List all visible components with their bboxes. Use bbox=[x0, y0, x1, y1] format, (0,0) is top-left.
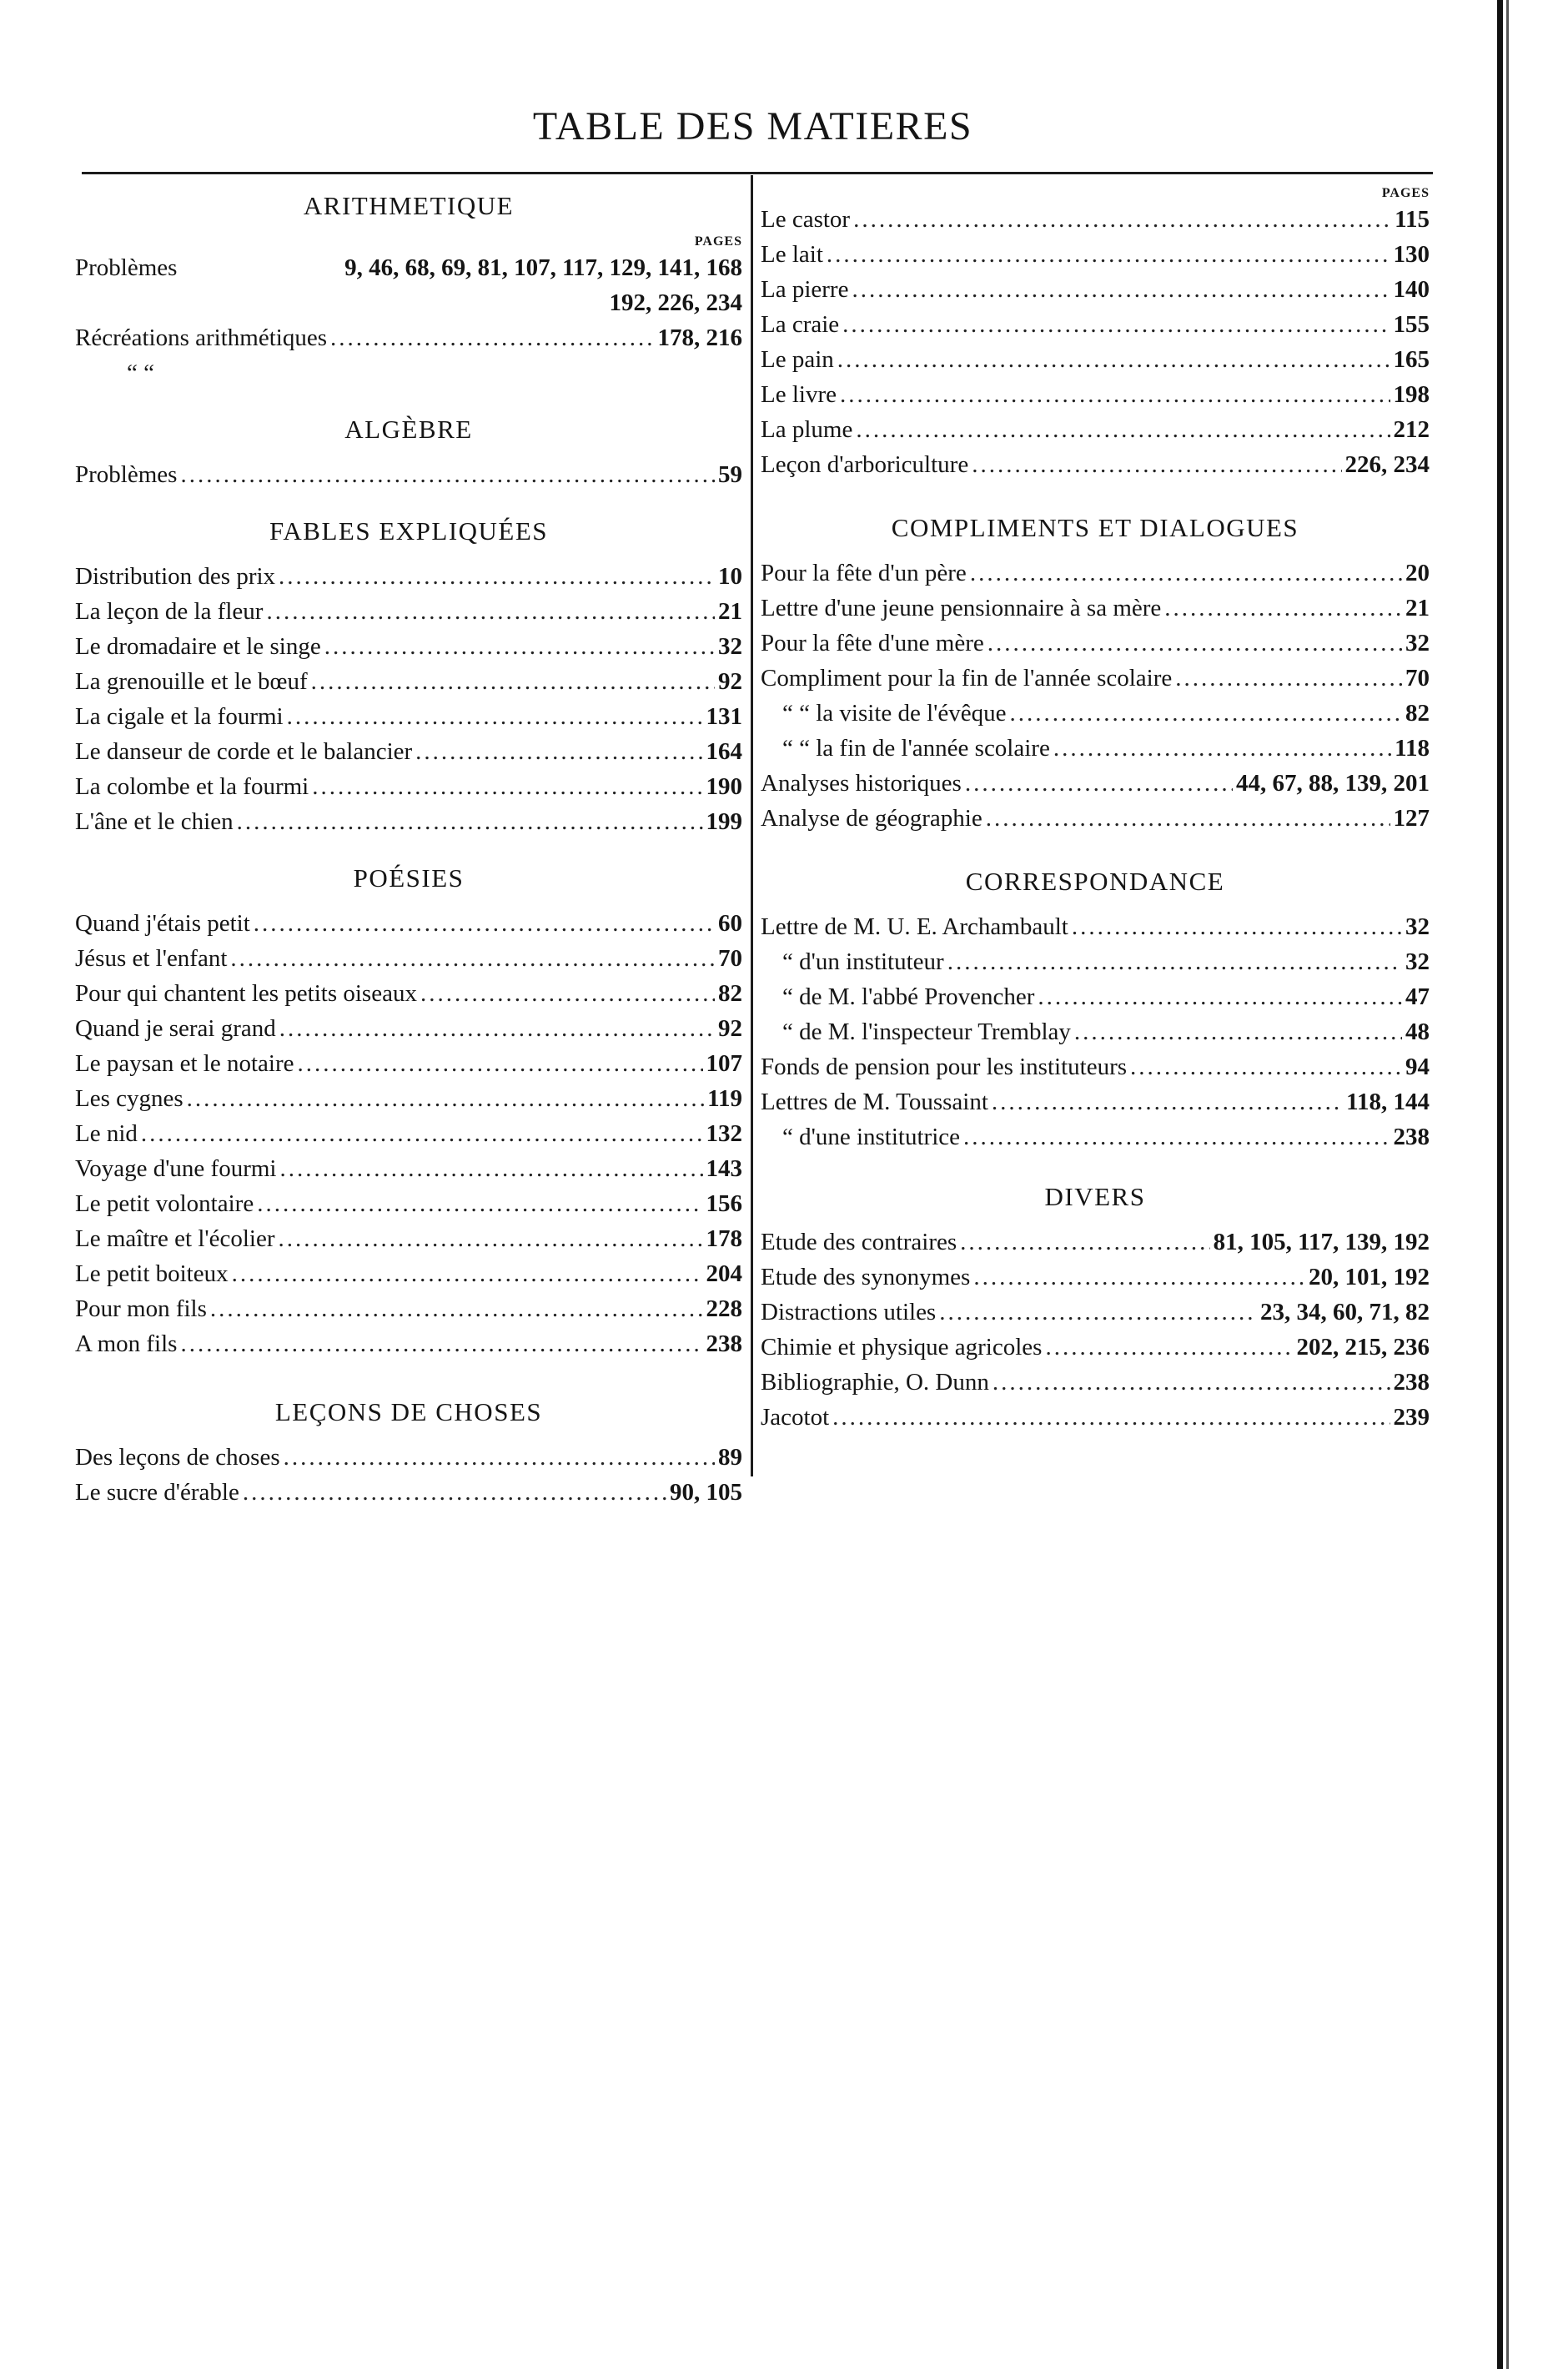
entry-label: Lettre d'une jeune pensionnaire à sa mère bbox=[761, 595, 1162, 621]
entry-pages: 156 bbox=[706, 1190, 742, 1217]
entry-label: Analyses historiques bbox=[761, 770, 962, 797]
ditto-marks: “ “ bbox=[127, 360, 154, 386]
toc-entry[interactable] bbox=[75, 804, 742, 839]
scan-edge-shadow bbox=[1506, 0, 1509, 2369]
toc-entry[interactable] bbox=[75, 1221, 742, 1256]
leader-dots bbox=[284, 1440, 715, 1475]
entry-label: “ de M. l'abbé Provencher bbox=[782, 983, 1035, 1010]
toc-entry[interactable] bbox=[75, 1256, 742, 1291]
toc-entry[interactable] bbox=[761, 626, 1430, 661]
toc-entry[interactable] bbox=[75, 1326, 742, 1361]
entry-pages: 239 bbox=[1393, 1404, 1430, 1431]
toc-entry[interactable] bbox=[75, 1116, 742, 1151]
toc-entry[interactable] bbox=[75, 594, 742, 629]
column-divider bbox=[751, 175, 753, 1476]
leader-dots bbox=[842, 307, 1390, 342]
entry-label: A mon fils bbox=[75, 1330, 178, 1357]
leader-dots bbox=[311, 664, 715, 699]
leader-dots bbox=[230, 941, 715, 976]
entry-label: Le paysan et le notaire bbox=[75, 1050, 294, 1077]
entry-pages: 48 bbox=[1405, 1019, 1430, 1045]
leader-dots bbox=[856, 412, 1390, 447]
toc-entry[interactable] bbox=[75, 699, 742, 734]
entry-pages: 59 bbox=[718, 461, 742, 488]
poesies-entries bbox=[75, 906, 742, 1361]
lecons-continued-entries bbox=[761, 202, 1430, 482]
toc-entry[interactable] bbox=[761, 1049, 1430, 1084]
toc-entry[interactable] bbox=[761, 909, 1430, 944]
entry-label: Le nid bbox=[75, 1120, 138, 1147]
pages-label-left: PAGES bbox=[694, 234, 742, 249]
entry-pages: 92 bbox=[718, 1015, 742, 1042]
toc-entry[interactable] bbox=[761, 731, 1430, 766]
entry-label: Etude des synonymes bbox=[761, 1264, 971, 1290]
leader-dots bbox=[243, 1475, 666, 1510]
toc-entry[interactable] bbox=[75, 1046, 742, 1081]
entry-pages: 92 bbox=[718, 668, 742, 695]
leader-dots bbox=[279, 559, 715, 594]
entry-label: Chimie et physique agricoles bbox=[761, 1334, 1043, 1361]
entry-pages: 238 bbox=[706, 1330, 742, 1357]
entry-pages: 198 bbox=[1393, 381, 1430, 408]
toc-entry[interactable] bbox=[75, 559, 742, 594]
entry-label: Pour la fête d'une mère bbox=[761, 630, 984, 656]
toc-entry[interactable] bbox=[761, 661, 1430, 696]
leader-dots bbox=[986, 801, 1390, 836]
entry-pages: 238 bbox=[1393, 1369, 1430, 1396]
entry-label: “ “ la fin de l'année scolaire bbox=[782, 735, 1050, 762]
toc-entry[interactable] bbox=[761, 447, 1430, 482]
toc-entry[interactable] bbox=[75, 906, 742, 941]
toc-entry[interactable] bbox=[75, 664, 742, 699]
entry-pages: 228 bbox=[706, 1295, 742, 1322]
leader-dots bbox=[330, 320, 655, 355]
toc-entry[interactable] bbox=[75, 1081, 742, 1116]
entry-pages: 32 bbox=[1405, 913, 1430, 940]
toc-entry[interactable] bbox=[75, 1186, 742, 1221]
toc-entry[interactable] bbox=[75, 1291, 742, 1326]
entry-pages: 47 bbox=[1405, 983, 1430, 1010]
entry-label: Distractions utiles bbox=[761, 1299, 937, 1325]
scan-edge bbox=[1497, 0, 1503, 2369]
page-title: TABLE DES MATIERES bbox=[532, 104, 973, 148]
toc-entry[interactable] bbox=[761, 307, 1430, 342]
entry-label: Le sucre d'érable bbox=[75, 1479, 239, 1506]
entry-pages: 164 bbox=[706, 738, 742, 765]
entry-label: Des leçons de choses bbox=[75, 1444, 280, 1471]
entry-pages-continuation bbox=[75, 285, 742, 320]
entry-label: Bibliographie, O. Dunn bbox=[761, 1369, 989, 1396]
entry-pages: 155 bbox=[1393, 311, 1430, 338]
toc-entry[interactable] bbox=[761, 944, 1430, 979]
section-title-compliments: COMPLIMENTS ET DIALOGUES bbox=[891, 513, 1299, 542]
toc-entry[interactable] bbox=[75, 457, 742, 492]
entry-label: La craie bbox=[761, 311, 840, 338]
leader-dots bbox=[947, 944, 1402, 979]
leader-dots bbox=[257, 1186, 702, 1221]
leader-dots bbox=[852, 272, 1390, 307]
toc-entry[interactable] bbox=[761, 1260, 1430, 1295]
leader-dots bbox=[1074, 1014, 1402, 1049]
entry-label: “ d'un instituteur bbox=[782, 948, 944, 975]
leader-dots bbox=[279, 1011, 715, 1046]
leader-dots bbox=[970, 556, 1402, 591]
algebre-entries bbox=[75, 457, 742, 492]
entry-label: Pour mon fils bbox=[75, 1295, 207, 1322]
entry-pages: 165 bbox=[1393, 346, 1430, 373]
leader-dots bbox=[420, 976, 715, 1011]
section-title-fables: FABLES EXPLIQUÉES bbox=[269, 516, 549, 546]
entry-label: La grenouille et le bœuf bbox=[75, 668, 308, 695]
section-title-correspondance: CORRESPONDANCE bbox=[965, 867, 1225, 896]
entry-label: Le castor bbox=[761, 206, 851, 233]
entry-label: Fonds de pension pour les instituteurs bbox=[761, 1054, 1128, 1080]
toc-entry[interactable] bbox=[75, 976, 742, 1011]
entry-pages: 143 bbox=[706, 1155, 742, 1182]
toc-entry[interactable] bbox=[761, 766, 1430, 801]
divers-entries bbox=[761, 1225, 1430, 1435]
toc-entry[interactable] bbox=[761, 1225, 1430, 1260]
toc-entry[interactable] bbox=[75, 734, 742, 769]
entry-pages: 204 bbox=[706, 1260, 742, 1287]
leader-dots bbox=[993, 1365, 1390, 1400]
leader-dots bbox=[939, 1295, 1257, 1330]
entry-pages: 178, 216 bbox=[657, 324, 742, 351]
toc-entry[interactable] bbox=[761, 202, 1430, 237]
entry-label: Le dromadaire et le singe bbox=[75, 633, 321, 660]
entry-pages: 127 bbox=[1393, 805, 1430, 832]
entry-label: L'âne et le chien bbox=[75, 808, 234, 835]
toc-entry[interactable] bbox=[761, 1365, 1430, 1400]
toc-entry[interactable] bbox=[761, 696, 1430, 731]
entry-label: Quand j'étais petit bbox=[75, 910, 250, 937]
entry-pages: 89 bbox=[718, 1444, 742, 1471]
entry-pages: 140 bbox=[1393, 276, 1430, 303]
entry-pages: 130 bbox=[1393, 241, 1430, 268]
entry-pages: 21 bbox=[718, 598, 742, 625]
entry-label: La cigale et la fourmi bbox=[75, 703, 284, 730]
entry-label: Leçon d'arboriculture bbox=[761, 451, 969, 478]
toc-entry[interactable] bbox=[761, 237, 1430, 272]
toc-entry[interactable] bbox=[761, 412, 1430, 447]
leader-dots bbox=[266, 594, 715, 629]
entry-pages: 32 bbox=[718, 633, 742, 660]
section-title-lecons: LEÇONS DE CHOSES bbox=[274, 1397, 543, 1426]
leader-dots bbox=[973, 1260, 1305, 1295]
entry-pages: 118, 144 bbox=[1346, 1089, 1430, 1115]
toc-entry[interactable] bbox=[75, 1151, 742, 1186]
leader-dots bbox=[180, 1326, 702, 1361]
entry-pages: 32 bbox=[1405, 948, 1430, 975]
leader-dots bbox=[1072, 909, 1402, 944]
entry-label: La pierre bbox=[761, 276, 849, 303]
leader-dots bbox=[988, 626, 1402, 661]
entry-pages: 60 bbox=[718, 910, 742, 937]
entry-label: Pour qui chantent les petits oiseaux bbox=[75, 980, 417, 1007]
entry-pages: 190 bbox=[706, 773, 742, 800]
entry-pages: 70 bbox=[1405, 665, 1430, 692]
entry-label: Jacotot bbox=[761, 1404, 830, 1431]
leader-dots bbox=[965, 766, 1233, 801]
entry-pages: 20 bbox=[1405, 560, 1430, 586]
entry-pages: 10 bbox=[718, 563, 742, 590]
entry-label: La leçon de la fleur bbox=[75, 598, 264, 625]
leader-dots bbox=[141, 1116, 703, 1151]
entry-pages: 178 bbox=[706, 1225, 742, 1252]
toc-entry[interactable] bbox=[75, 1440, 742, 1475]
entry-label: Le pain bbox=[761, 346, 834, 373]
toc-entry[interactable] bbox=[761, 377, 1430, 412]
toc-entry[interactable] bbox=[75, 769, 742, 804]
compliments-entries bbox=[761, 556, 1430, 836]
section-title-poesies: POÉSIES bbox=[353, 863, 465, 893]
entry-label: Le lait bbox=[761, 241, 823, 268]
top-rule bbox=[82, 172, 1433, 174]
entry-pages: 131 bbox=[706, 703, 742, 730]
toc-entry[interactable] bbox=[761, 801, 1430, 836]
leader-dots bbox=[960, 1225, 1209, 1260]
toc-entry[interactable] bbox=[761, 1119, 1430, 1154]
entry-label: Lettres de M. Toussaint bbox=[761, 1089, 988, 1115]
entry-pages: 107 bbox=[706, 1050, 742, 1077]
entry-label: Etude des contraires bbox=[761, 1229, 957, 1255]
leader-dots bbox=[279, 1221, 703, 1256]
toc-entry-problemes-arith[interactable] bbox=[75, 250, 742, 285]
toc-entry[interactable] bbox=[761, 272, 1430, 307]
entry-label: Pour la fête d'un père bbox=[761, 560, 967, 586]
entry-pages: 226, 234 bbox=[1344, 451, 1430, 478]
entry-label: Jésus et l'enfant bbox=[75, 945, 228, 972]
entry-label: Le petit volontaire bbox=[75, 1190, 254, 1217]
entry-pages: 21 bbox=[1405, 595, 1430, 621]
leader-dots bbox=[972, 447, 1341, 482]
leader-dots bbox=[1175, 661, 1402, 696]
entry-label: Voyage d'une fourmi bbox=[75, 1155, 277, 1182]
leader-dots bbox=[187, 1081, 704, 1116]
toc-entry[interactable] bbox=[75, 1011, 742, 1046]
lecons-entries bbox=[75, 1440, 742, 1510]
entry-label: La plume bbox=[761, 416, 853, 443]
entry-pages: 70 bbox=[718, 945, 742, 972]
leader-dots bbox=[1164, 591, 1402, 626]
entry-label: Quand je serai grand bbox=[75, 1015, 276, 1042]
entry-label: Analyse de géographie bbox=[761, 805, 983, 832]
leader-dots bbox=[180, 457, 715, 492]
leader-dots bbox=[837, 342, 1390, 377]
leader-dots bbox=[1045, 1330, 1293, 1365]
toc-entry[interactable] bbox=[761, 556, 1430, 591]
entry-label: Problèmes bbox=[75, 461, 178, 488]
entry-label: Problèmes bbox=[75, 254, 178, 281]
toc-entry[interactable] bbox=[761, 1084, 1430, 1119]
entry-pages: 82 bbox=[718, 980, 742, 1007]
leader-dots bbox=[415, 734, 702, 769]
leader-dots bbox=[963, 1119, 1390, 1154]
entry-label: Le danseur de corde et le balancier bbox=[75, 738, 413, 765]
entry-pages: 192, 226, 234 bbox=[609, 289, 742, 316]
leader-dots bbox=[853, 202, 1391, 237]
leader-dots bbox=[312, 769, 702, 804]
toc-entry-recreations[interactable] bbox=[75, 320, 742, 355]
pages-label-right: PAGES bbox=[1381, 186, 1430, 200]
leader-dots bbox=[210, 1291, 703, 1326]
entry-label: Compliment pour la fin de l'année scolaire bbox=[761, 665, 1173, 692]
section-title-divers: DIVERS bbox=[1044, 1182, 1146, 1211]
leader-dots bbox=[832, 1400, 1390, 1435]
section-title-algebre: ALGÈBRE bbox=[344, 415, 473, 444]
leader-dots bbox=[1038, 979, 1402, 1014]
toc-entry[interactable] bbox=[761, 979, 1430, 1014]
entry-pages: 90, 105 bbox=[670, 1479, 742, 1506]
left-column bbox=[75, 189, 742, 1510]
toc-entry[interactable] bbox=[761, 1295, 1430, 1330]
leader-dots bbox=[279, 1151, 702, 1186]
entry-pages: 82 bbox=[1405, 700, 1430, 727]
entry-pages: 81, 105, 117, 139, 192 bbox=[1213, 1229, 1430, 1255]
leader-dots bbox=[1053, 731, 1391, 766]
entry-label: Le maître et l'écolier bbox=[75, 1225, 275, 1252]
toc-entry[interactable] bbox=[761, 1014, 1430, 1049]
leader-dots bbox=[1010, 696, 1402, 731]
entry-pages: 32 bbox=[1405, 630, 1430, 656]
entry-pages: 44, 67, 88, 139, 201 bbox=[1236, 770, 1430, 797]
toc-entry[interactable] bbox=[75, 629, 742, 664]
entry-label: “ de M. l'inspecteur Tremblay bbox=[782, 1019, 1071, 1045]
toc-entry[interactable] bbox=[761, 1400, 1430, 1435]
leader-dots bbox=[1130, 1049, 1402, 1084]
entry-label: “ d'une institutrice bbox=[782, 1124, 960, 1150]
entry-label: Lettre de M. U. E. Archambault bbox=[761, 913, 1068, 940]
leader-dots bbox=[232, 1256, 703, 1291]
toc-entry[interactable] bbox=[761, 342, 1430, 377]
entry-pages: 9, 46, 68, 69, 81, 107, 117, 129, 141, 168 bbox=[344, 254, 742, 281]
entry-pages: 115 bbox=[1395, 206, 1430, 233]
entry-label: “ “ la visite de l'évêque bbox=[782, 700, 1007, 727]
entry-label: Les cygnes bbox=[75, 1085, 183, 1112]
entry-pages: 132 bbox=[706, 1120, 742, 1147]
entry-pages: 202, 215, 236 bbox=[1296, 1334, 1430, 1361]
entry-label: Distribution des prix bbox=[75, 563, 276, 590]
entry-pages: 212 bbox=[1393, 416, 1430, 443]
correspondance-entries bbox=[761, 909, 1430, 1154]
entry-label: Le livre bbox=[761, 381, 837, 408]
leader-dots bbox=[287, 699, 703, 734]
entry-pages: 238 bbox=[1393, 1124, 1430, 1150]
section-title-arithmetique: ARITHMETIQUE bbox=[303, 191, 515, 220]
leader-dots bbox=[992, 1084, 1343, 1119]
leader-dots bbox=[237, 804, 703, 839]
entry-label: Récréations arithmétiques bbox=[75, 324, 327, 351]
entry-pages: 119 bbox=[707, 1085, 742, 1112]
entry-pages: 23, 34, 60, 71, 82 bbox=[1260, 1299, 1430, 1325]
leader-dots bbox=[298, 1046, 703, 1081]
entry-pages: 20, 101, 192 bbox=[1309, 1264, 1430, 1290]
toc-entry[interactable] bbox=[761, 591, 1430, 626]
entry-pages: 94 bbox=[1405, 1054, 1430, 1080]
leader-dots bbox=[324, 629, 715, 664]
toc-entry[interactable] bbox=[761, 1330, 1430, 1365]
entry-pages: 118 bbox=[1395, 735, 1430, 762]
entry-label: La colombe et la fourmi bbox=[75, 773, 309, 800]
entry-label: Le petit boiteux bbox=[75, 1260, 229, 1287]
toc-entry[interactable] bbox=[75, 1475, 742, 1510]
fables-entries bbox=[75, 559, 742, 839]
right-column bbox=[761, 185, 1430, 1435]
toc-entry[interactable] bbox=[75, 941, 742, 976]
leader-dots bbox=[840, 377, 1390, 412]
leader-dots bbox=[827, 237, 1390, 272]
leader-dots bbox=[254, 906, 715, 941]
entry-pages: 199 bbox=[706, 808, 742, 835]
